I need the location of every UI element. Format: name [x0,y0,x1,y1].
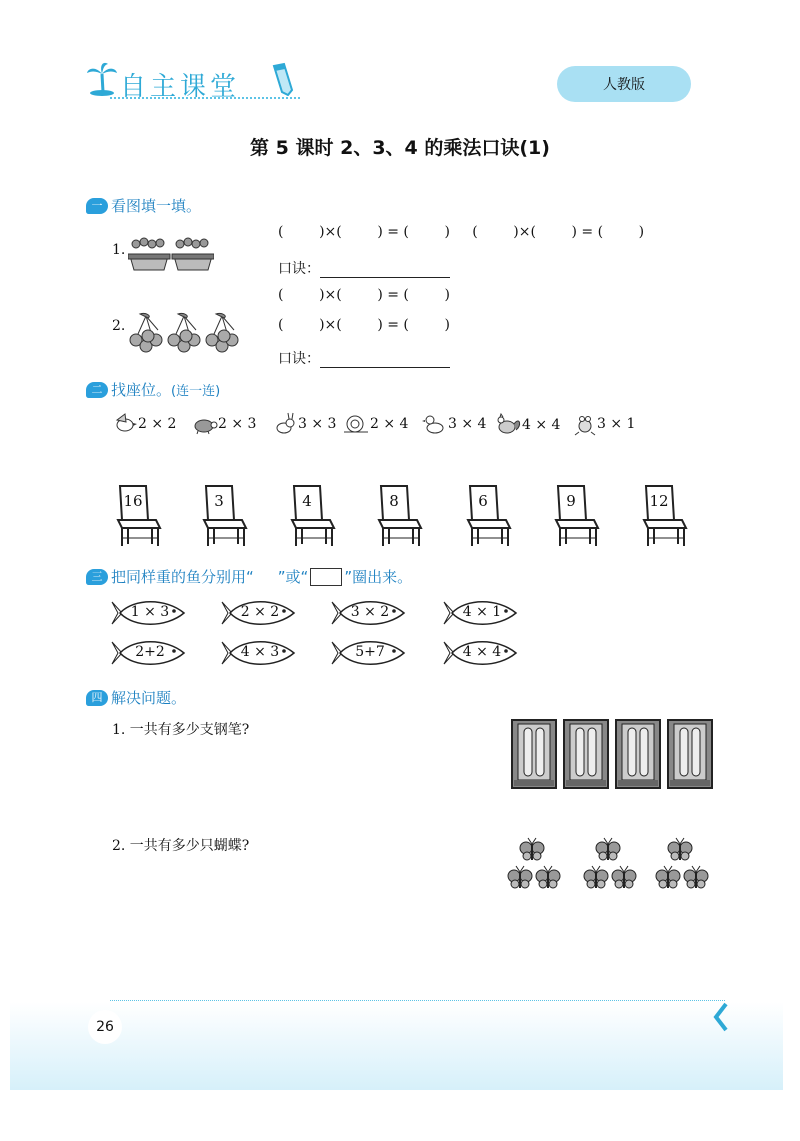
header-title: 自主课堂 [120,72,241,102]
q1-label: 1. [112,242,126,258]
animal-expr: 2 × 4 [370,416,409,432]
section4-heading [86,687,186,708]
fish-item[interactable] [220,638,298,668]
flower-pots-icon [128,234,214,278]
section4-badge: 四 [86,690,108,706]
animal-item[interactable] [272,412,336,436]
fish-expression: 4 × 3 [240,644,280,660]
section1-badge: 一 [86,198,108,214]
chair-number: 12 [649,492,669,510]
circle-shape-icon [254,569,278,585]
fish-expression: 2+2 [135,644,165,660]
footer-band [10,1002,783,1090]
rabbit-icon [272,412,298,436]
q2-equation-1[interactable]: ( )×( ) = ( ) [278,287,450,303]
q2-label: 2. [112,318,126,334]
page-number: 26 [88,1010,122,1044]
section3-title-a: 把同样重的鱼分别用“ [111,568,254,586]
footer-divider [110,1000,725,1001]
q1-equation-pair[interactable]: ( )×( ) = ( ) ( )×( ) = ( ) [278,224,645,240]
chair-number: 9 [566,492,576,510]
square-shape-icon [310,568,342,586]
section1-heading [86,195,201,216]
frog-icon [573,412,597,436]
fish-expression: 1 × 3 [130,604,170,620]
chair-seat[interactable] [286,484,336,552]
fish-expression: 3 × 2 [350,604,390,620]
chair-number: 8 [389,492,399,510]
koujue-label: 口诀： [278,351,320,367]
chair-seat[interactable] [638,484,688,552]
section2-badge: 二 [86,382,108,398]
edition-badge: 人教版 [557,66,691,102]
chair-number: 6 [478,492,488,510]
animal-item[interactable] [112,412,176,436]
fish-expression: 4 × 1 [462,604,502,620]
fish-expression: 5+7 [355,644,385,660]
fish-item[interactable] [442,598,520,628]
chair-seat[interactable] [550,484,600,552]
section2-note: (连一连) [171,384,221,399]
animal-expr: 4 × 4 [522,417,561,433]
header-divider [110,97,300,99]
fish-item[interactable] [442,638,520,668]
pencil-icon [270,62,296,100]
chair-number: 4 [302,492,312,510]
fish-item[interactable] [110,598,188,628]
fish-item[interactable] [110,638,188,668]
fish-item[interactable] [330,598,408,628]
section2-heading [86,379,220,400]
section2-title: 找座位。 [111,381,172,399]
section3-title-c: ”圈出来。 [344,568,413,586]
animal-expr: 3 × 4 [448,416,487,432]
animal-item[interactable] [573,412,635,436]
bird-icon [112,412,138,436]
butterflies-icon [504,834,714,900]
chair-number: 3 [214,492,224,510]
animal-expr: 3 × 1 [597,416,636,432]
turtle-icon [192,412,218,436]
chair-seat[interactable] [462,484,512,552]
koujue-blank[interactable] [320,353,450,368]
section3-heading [86,566,412,587]
snail-icon [342,412,370,436]
lesson-title: 第 5 课时 2、3、4 的乘法口诀(1) [250,137,550,159]
animal-item[interactable] [342,412,408,436]
chair-seat[interactable] [112,484,162,552]
q2-koujue[interactable] [278,348,450,368]
fish-expression: 4 × 4 [462,644,502,660]
section4-title: 解决问题。 [111,689,187,707]
question-pens: 1. 一共有多少支钢笔? [112,722,250,738]
chair-seat[interactable] [198,484,248,552]
palm-tree-icon [86,62,118,100]
koujue-blank[interactable] [320,263,450,278]
chair-number: 16 [123,492,143,510]
section3-title-b: ”或“ [277,568,309,586]
q1-koujue[interactable] [278,258,450,278]
cherries-icon [128,312,240,360]
rooster-icon [494,412,522,438]
q2-equation-2[interactable]: ( )×( ) = ( ) [278,317,450,333]
section3-badge: 三 [86,569,108,585]
koujue-label: 口诀： [278,261,320,277]
chevron-left-icon[interactable] [712,1002,730,1036]
pen-boxes-icon [510,716,714,796]
fish-expression: 2 × 2 [240,604,280,620]
animal-item[interactable] [192,412,256,436]
animal-item[interactable] [422,412,486,436]
animal-item[interactable] [494,412,560,438]
fish-item[interactable] [220,598,298,628]
animal-expr: 2 × 3 [218,416,257,432]
question-butterflies: 2. 一共有多少只蝴蝶? [112,838,250,854]
chair-seat[interactable] [373,484,423,552]
animal-expr: 2 × 2 [138,416,177,432]
fish-item[interactable] [330,638,408,668]
animal-expr: 3 × 3 [298,416,337,432]
duck-icon [422,412,448,436]
section1-title: 看图填一填。 [111,197,202,215]
